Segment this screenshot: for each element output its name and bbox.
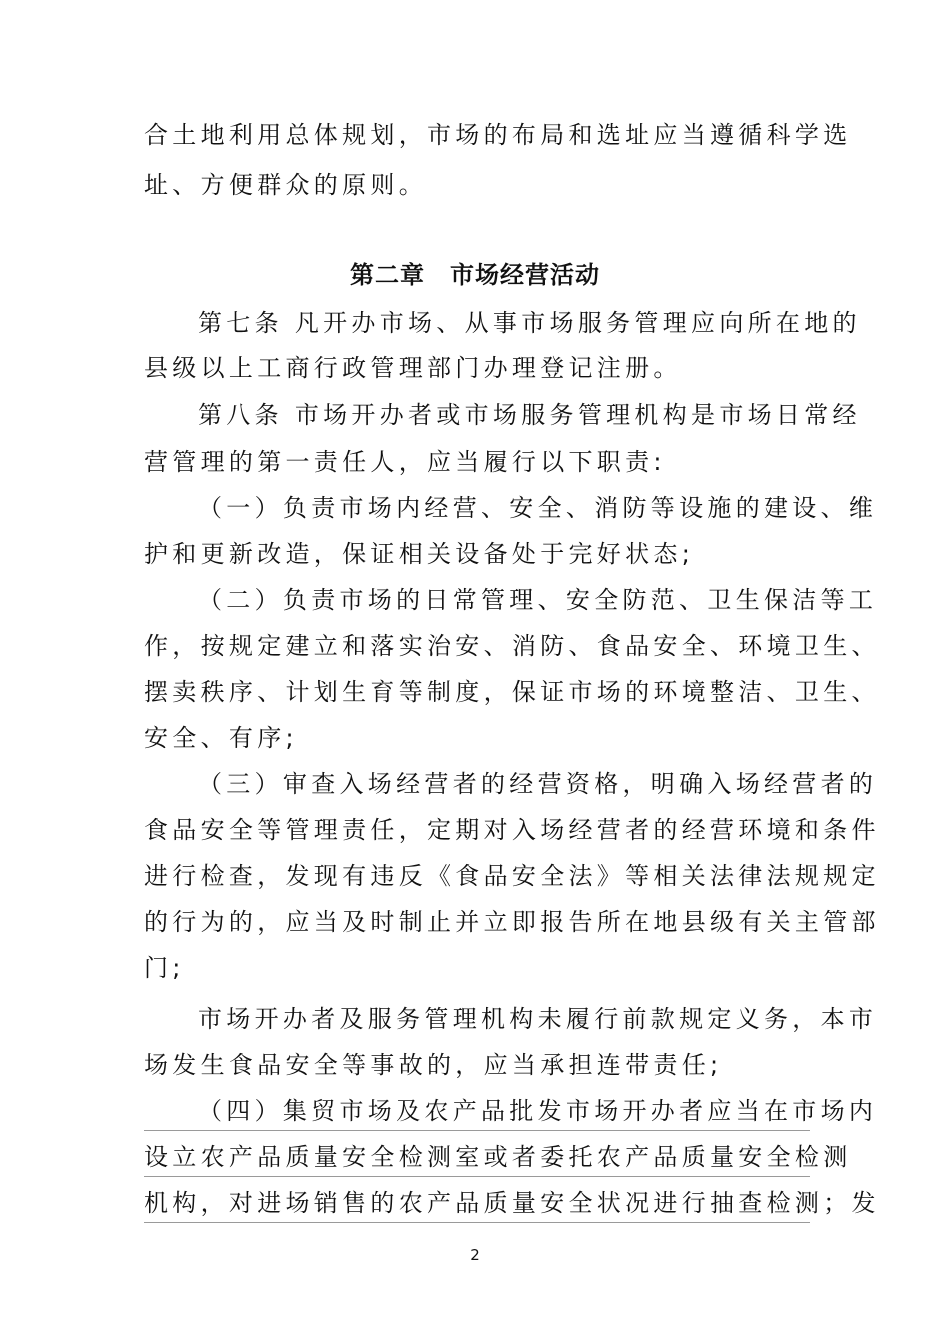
underline-rule [144,1130,810,1131]
item-4-line-1: （四）集贸市场及农产品批发市场开办者应当在市场内 [198,1097,878,1125]
item-3-line-2: 食品安全等管理责任，定期对入场经营者的经营环境和条件 [144,816,880,844]
underline-rule [144,1222,810,1223]
item-4-line-3: 机构，对进场销售的农产品质量安全状况进行抽查检测；发 [144,1189,880,1217]
item-3-line-1: （三）审查入场经营者的经营资格，明确入场经营者的 [198,770,878,798]
item-2-line-4: 安全、有序; [144,724,298,752]
article-8-line-1: 第八条 市场开办者或市场服务管理机构是市场日常经 [198,401,861,429]
liability-line-2: 场发生食品安全等事故的，应当承担连带责任; [144,1051,723,1079]
underline-rule [144,1176,810,1177]
item-4-line-2: 设立农产品质量安全检测室或者委托农产品质量安全检测 [144,1143,852,1171]
item-3-line-5: 门; [144,954,185,982]
item-2-line-1: （二）负责市场的日常管理、安全防范、卫生保洁等工 [198,586,878,614]
item-3-line-3: 进行检查，发现有违反《食品安全法》等相关法律法规规定 [144,862,880,890]
article-7-line-1: 第七条 凡开办市场、从事市场服务管理应向所在地的 [198,309,861,337]
intro-line-2: 址、方便群众的原则。 [144,171,427,199]
article-8-line-2: 营管理的第一责任人，应当履行以下职责: [144,448,666,476]
liability-line-1: 市场开办者及服务管理机构未履行前款规定义务，本市 [198,1005,878,1033]
chapter-heading: 第二章 市场经营活动 [350,261,600,289]
item-1-line-1: （一）负责市场内经营、安全、消防等设施的建设、维 [198,494,878,522]
page-number: 2 [470,1246,480,1264]
item-3-line-4: 的行为的，应当及时制止并立即报告所在地县级有关主管部 [144,908,880,936]
article-7-line-2: 县级以上工商行政管理部门办理登记注册。 [144,354,682,382]
intro-line-1: 合土地利用总体规划，市场的布局和选址应当遵循科学选 [144,121,852,149]
item-2-line-3: 摆卖秩序、计划生育等制度，保证市场的环境整洁、卫生、 [144,678,880,706]
item-1-line-2: 护和更新改造，保证相关设备处于完好状态; [144,540,695,568]
item-2-line-2: 作，按规定建立和落实治安、消防、食品安全、环境卫生、 [144,632,880,660]
